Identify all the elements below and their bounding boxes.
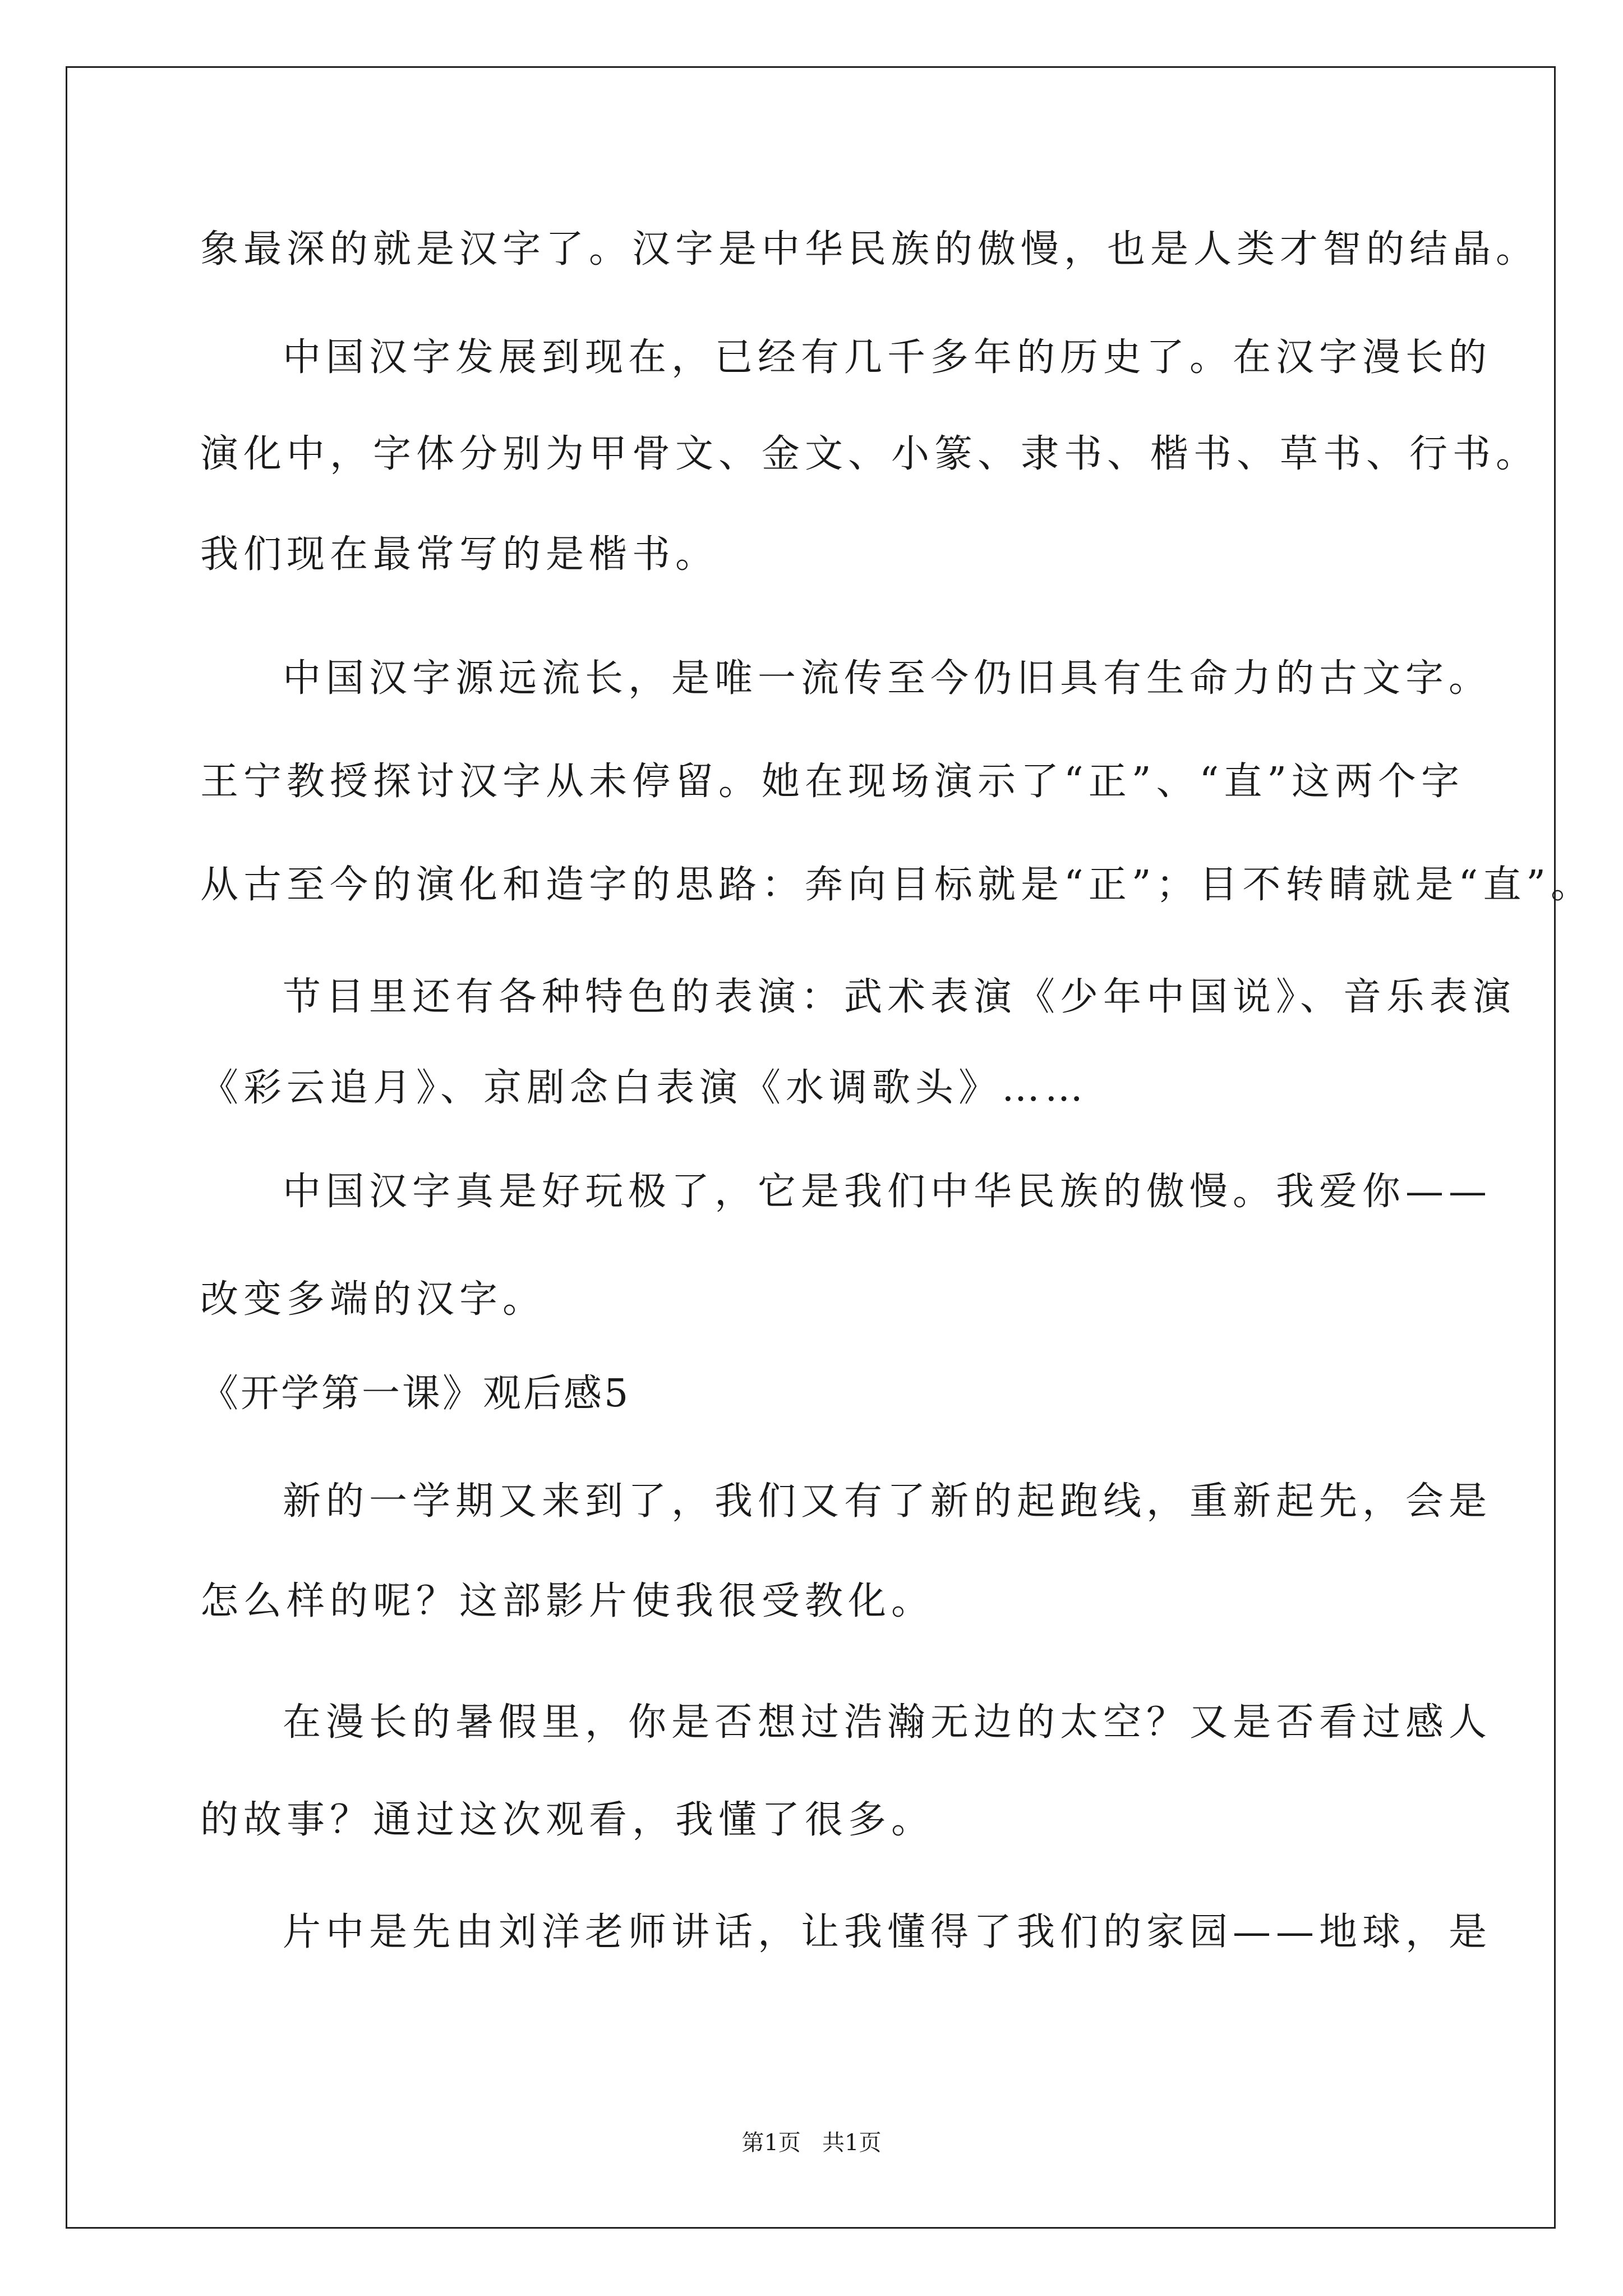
text-line: 从古至今的演化和造字的思路：奔向目标就是“正”；目不转睛就是“直”。 bbox=[200, 863, 1594, 907]
text-line: 象最深的就是汉字了。汉字是中华民族的傲慢，也是人类才智的结晶。 bbox=[200, 227, 1539, 272]
text-line: 王宁教授探讨汉字从未停留。她在现场演示了“正”、“直”这两个字 bbox=[200, 760, 1465, 804]
page-border bbox=[66, 66, 1556, 2229]
text-line: 的故事？通过这次观看，我懂了很多。 bbox=[200, 1798, 935, 1842]
text-line: 中国汉字真是好玩极了，它是我们中华民族的傲慢。我爱你—— bbox=[283, 1170, 1492, 1214]
text-line: 中国汉字源远流长，是唯一流传至今仍旧具有生命力的古文字。 bbox=[283, 656, 1492, 701]
text-line: 我们现在最常写的是楷书。 bbox=[200, 532, 719, 577]
text-line: 中国汉字发展到现在，已经有几千多年的历史了。在汉字漫长的 bbox=[283, 335, 1492, 380]
text-line: 改变多端的汉字。 bbox=[200, 1277, 546, 1322]
page-footer: 第1页 共1页 bbox=[741, 2130, 882, 2156]
text-line: 新的一学期又来到了，我们又有了新的起跑线，重新起先，会是 bbox=[283, 1479, 1492, 1524]
text-line: 片中是先由刘洋老师讲话，让我懂得了我们的家园——地球，是 bbox=[283, 1910, 1492, 1954]
text-line: 《彩云追月》、京剧念白表演《水调歌头》…… bbox=[200, 1066, 1089, 1110]
text-line: 节目里还有各种特色的表演：武术表演《少年中国说》、音乐表演 bbox=[283, 975, 1516, 1019]
text-line: 怎么样的呢？这部影片使我很受教化。 bbox=[200, 1579, 935, 1623]
text-line: 演化中，字体分别为甲骨文、金文、小篆、隶书、楷书、草书、行书。 bbox=[200, 432, 1539, 476]
text-line: 在漫长的暑假里，你是否想过浩瀚无边的太空？又是否看过感人 bbox=[283, 1700, 1492, 1745]
section-heading: 《开学第一课》观后感5 bbox=[200, 1372, 631, 1416]
